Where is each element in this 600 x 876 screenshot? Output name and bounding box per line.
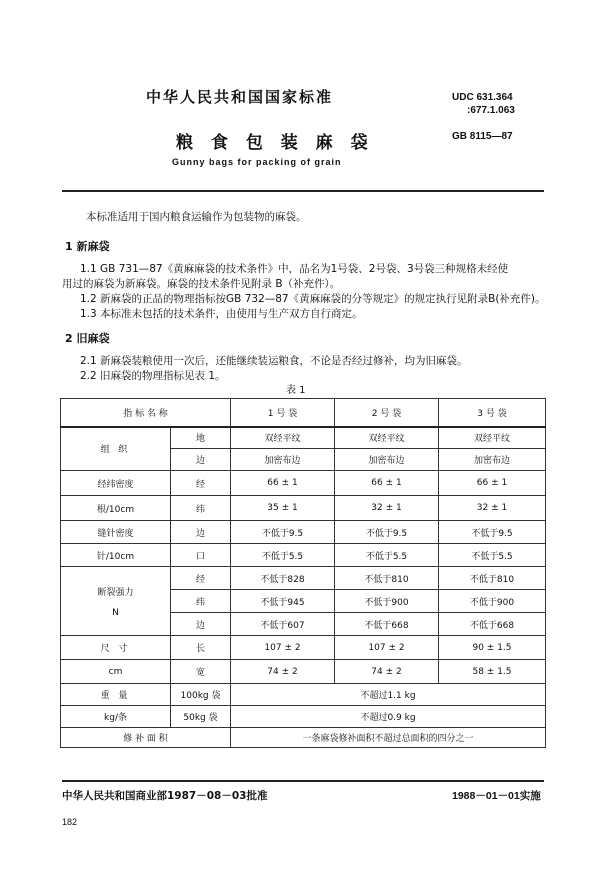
approval-date: 中华人民共和国商业部1987－08－03批准 [62, 790, 268, 802]
stitch-label: 缝针密度 [61, 521, 171, 544]
table-row [61, 728, 546, 748]
sub-label: 经 [171, 567, 231, 590]
table-row [61, 427, 546, 449]
sub-label: 边 [171, 613, 231, 636]
cell: 一条麻袋修补面积不超过总面积的四分之一 [231, 728, 546, 748]
table-row [61, 544, 546, 567]
stitch-unit: 针/10cm [61, 544, 171, 567]
cell: 不低于5.5 [439, 544, 546, 567]
sub-label: 50kg 袋 [171, 706, 231, 728]
gb-number: GB 8115—87 [452, 131, 513, 142]
sub-label: 纬 [171, 590, 231, 613]
header-bag1: 1 号 袋 [231, 399, 335, 427]
density-label: 经纬密度 [61, 471, 171, 496]
patch-label: 修 补 面 积 [61, 728, 231, 748]
cell: 不低于9.5 [439, 521, 546, 544]
breaking-strength-unit: N [112, 607, 119, 618]
sub-label: 边 [171, 521, 231, 544]
footer-divider [62, 780, 544, 782]
table-row [61, 496, 546, 521]
clause-1-2: 1.2 新麻袋的正品的物理指标按GB 732—87《黄麻麻袋的分等规定》的规定执行见附录B(补充件)。 [80, 293, 546, 305]
cell: 74 ± 2 [231, 660, 335, 684]
cell: 不低于900 [439, 590, 546, 613]
table-row [61, 684, 546, 706]
cell: 加密布边 [335, 449, 439, 471]
effective-date: 1988－01－01实施 [452, 790, 541, 802]
clause-2-1: 2.1 新麻袋装粮使用一次后，还能继续装运粮食，不论是否经过修补，均为旧麻袋。 [80, 355, 468, 367]
cell: 不低于668 [335, 613, 439, 636]
section-2-heading: 2 旧麻袋 [65, 332, 110, 345]
cell: 双经平纹 [439, 427, 546, 449]
header-divider [62, 190, 544, 192]
udc-code-line2: :677.1.063 [467, 105, 515, 116]
sub-label: 100kg 袋 [171, 684, 231, 706]
cell: 不超过1.1 kg [231, 684, 546, 706]
weave-label: 组 织 [61, 427, 171, 471]
cell: 不低于900 [335, 590, 439, 613]
sub-label: 边 [171, 449, 231, 471]
cell: 双经平纹 [231, 427, 335, 449]
udc-code: UDC 631.364 [452, 92, 513, 103]
intro-paragraph: 本标准适用于国内粮食运输作为包装物的麻袋。 [86, 211, 307, 223]
clause-1-1: 1.1 GB 731—87《黄麻麻袋的技术条件》中，品名为1号袋、2号袋、3号袋三种规格未经使 [80, 263, 509, 275]
table-row [61, 567, 546, 590]
cell: 不低于5.5 [231, 544, 335, 567]
cell: 不低于9.5 [335, 521, 439, 544]
header-indicator: 指 标 名 称 [61, 399, 231, 427]
standard-name: 中华人民共和国国家标准 [146, 88, 334, 106]
table-row [61, 706, 546, 728]
clause-1-3: 1.3 本标准未包括的技术条件，由使用与生产双方自行商定。 [80, 308, 363, 320]
cell: 107 ± 2 [231, 636, 335, 660]
sub-label: 地 [171, 427, 231, 449]
table-caption: 表 1 [286, 385, 306, 396]
cell: 90 ± 1.5 [439, 636, 546, 660]
cell: 不低于668 [439, 613, 546, 636]
cell: 不低于9.5 [231, 521, 335, 544]
breaking-strength-label [61, 567, 171, 636]
cell: 不低于607 [231, 613, 335, 636]
cell: 74 ± 2 [335, 660, 439, 684]
cell: 双经平纹 [335, 427, 439, 449]
cell: 不低于828 [231, 567, 335, 590]
cell: 107 ± 2 [335, 636, 439, 660]
table-header-row [61, 399, 546, 427]
page-number: 182 [62, 817, 78, 827]
cell: 66 ± 1 [439, 471, 546, 496]
cell: 32 ± 1 [439, 496, 546, 521]
table-row [61, 521, 546, 544]
cell: 58 ± 1.5 [439, 660, 546, 684]
cell: 66 ± 1 [231, 471, 335, 496]
cell: 32 ± 1 [335, 496, 439, 521]
sub-label: 宽 [171, 660, 231, 684]
cell: 加密布边 [231, 449, 335, 471]
sub-label: 长 [171, 636, 231, 660]
cell: 不低于810 [335, 567, 439, 590]
cell: 66 ± 1 [335, 471, 439, 496]
table-row [61, 660, 546, 684]
cell: 加密布边 [439, 449, 546, 471]
clause-1-1-cont: 用过的麻袋为新麻袋。麻袋的技术条件见附录 B（补充件）。 [62, 278, 341, 290]
sub-label: 口 [171, 544, 231, 567]
document-title-english: Gunny bags for packing of grain [172, 157, 342, 167]
clause-2-2: 2.2 旧麻袋的物理指标见表 1。 [80, 370, 226, 382]
table-row [61, 636, 546, 660]
physical-indicators-table [60, 398, 546, 748]
cell: 不低于945 [231, 590, 335, 613]
size-label: 尺 寸 [61, 636, 171, 660]
cell: 不超过0.9 kg [231, 706, 546, 728]
document-title: 粮 食 包 装 麻 袋 [176, 133, 374, 153]
table-row [61, 471, 546, 496]
cell: 35 ± 1 [231, 496, 335, 521]
sub-label: 经 [171, 471, 231, 496]
section-1-heading: 1 新麻袋 [65, 240, 110, 253]
mass-label: 重 量 [61, 684, 171, 706]
cell: 不低于810 [439, 567, 546, 590]
mass-unit: kg/条 [61, 706, 171, 728]
size-unit: cm [61, 660, 171, 684]
density-unit: 根/10cm [61, 496, 171, 521]
breaking-strength-title: 断裂强力 [97, 587, 134, 598]
header-bag2: 2 号 袋 [335, 399, 439, 427]
header-bag3: 3 号 袋 [439, 399, 546, 427]
cell: 不低于5.5 [335, 544, 439, 567]
sub-label: 纬 [171, 496, 231, 521]
